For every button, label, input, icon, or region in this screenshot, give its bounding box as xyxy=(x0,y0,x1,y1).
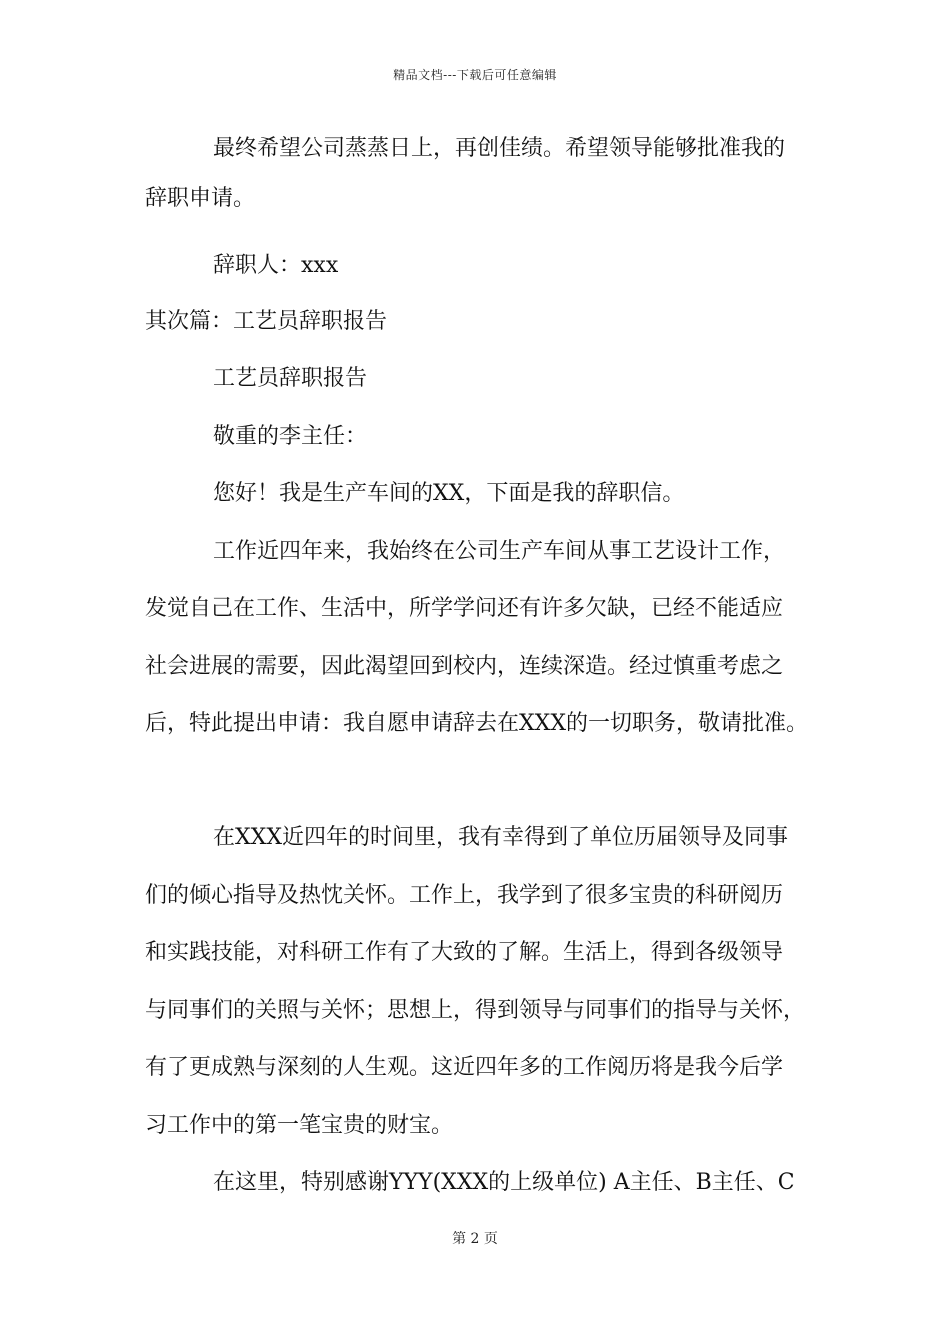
section-title: 其次篇：工艺员辞职报告 xyxy=(145,309,388,334)
paragraph-line: 们的倾心指导及热忱关怀。工作上，我学到了很多宝贵的科研阅历 xyxy=(145,883,784,908)
paragraph-line: 习工作中的第一笔宝贵的财宝。 xyxy=(145,1113,454,1138)
paragraph-line: 发觉自己在工作、生活中，所学学问还有许多欠缺，已经不能适应 xyxy=(145,596,784,621)
signature-line: 辞职人：xxx xyxy=(213,253,339,278)
page-header: 精品文档---下载后可任意编辑 xyxy=(393,68,557,82)
paragraph-line: 和实践技能，对科研工作有了大致的了解。生活上，得到各级领导 xyxy=(145,940,784,965)
paragraph-line: 最终希望公司蒸蒸日上，再创佳绩。希望领导能够批准我的 xyxy=(213,136,786,161)
report-title: 工艺员辞职报告 xyxy=(213,366,368,391)
page-number: 第 2 页 xyxy=(452,1231,498,1247)
paragraph-line: 有了更成熟与深刻的人生观。这近四年多的工作阅历将是我今后学 xyxy=(145,1055,784,1080)
paragraph-line: 在这里，特别感谢YYY(XXX的上级单位) A主任、B主任、C xyxy=(213,1170,795,1195)
paragraph-line: 在XXX近四年的时间里，我有幸得到了单位历届领导及同事 xyxy=(213,825,788,850)
salutation: 敬重的李主任： xyxy=(213,424,368,449)
paragraph-line: 社会进展的需要，因此渴望回到校内，连续深造。经过慎重考虑之 xyxy=(145,654,784,679)
paragraph-line: 与同事们的关照与关怀；思想上，得到领导与同事们的指导与关怀， xyxy=(145,998,806,1023)
paragraph-line: 工作近四年来，我始终在公司生产车间从事工艺设计工作， xyxy=(213,539,786,564)
paragraph-line: 您好！我是生产车间的XX，下面是我的辞职信。 xyxy=(213,481,685,506)
paragraph-line: 辞职申请。 xyxy=(145,186,256,211)
paragraph-line: 后，特此提出申请：我自愿申请辞去在XXX的一切职务，敬请批准。 xyxy=(145,711,808,736)
